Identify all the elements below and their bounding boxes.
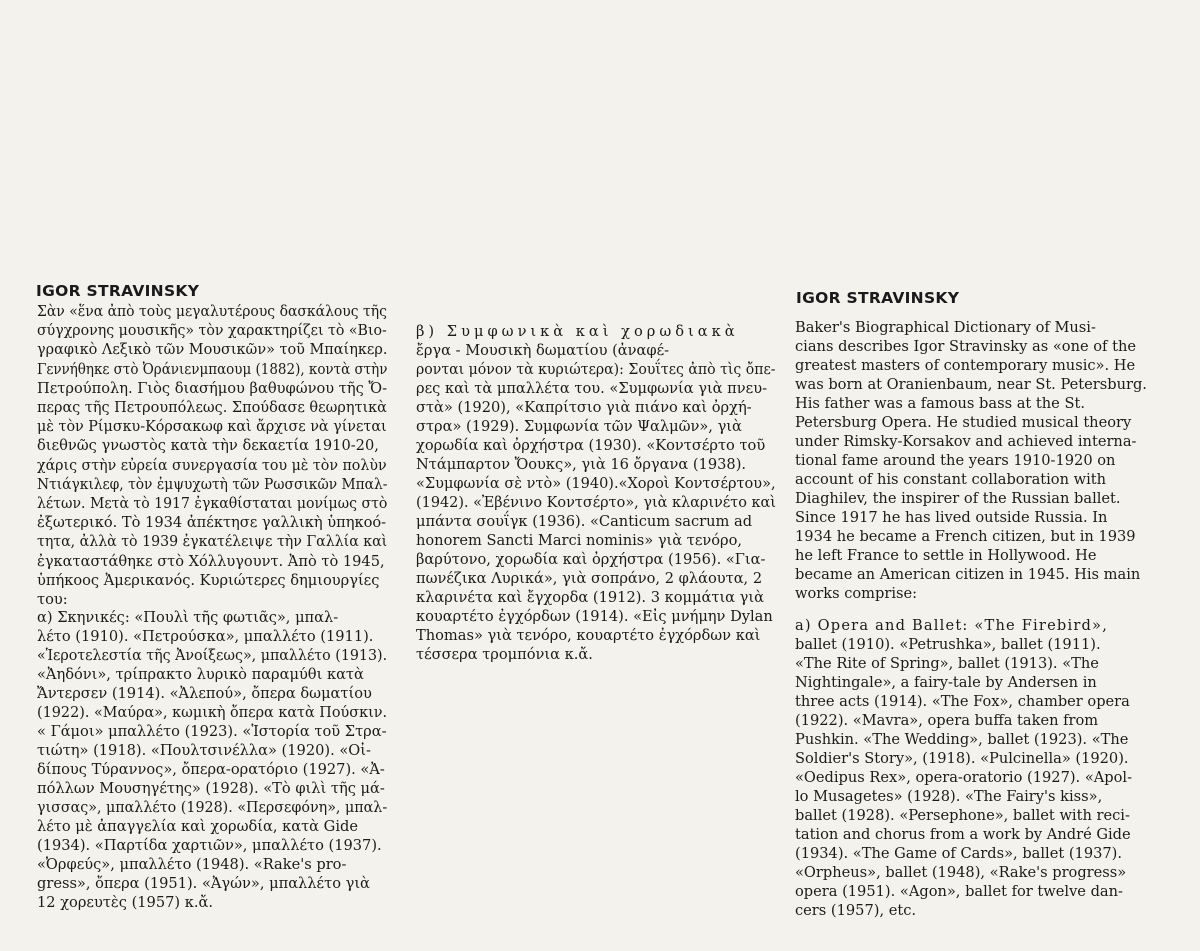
left-line: τιώτη» (1918). «Πουλτσινέλλα» (1920). «Οἰ- (37, 742, 371, 759)
right-line: His father was a famous bass at the St. (795, 395, 1085, 412)
right-line: a) Opera and Ballet: «The Firebird», (795, 617, 1109, 634)
left-line: περας τῆς Πετρουπόλεως. Σπούδασε θεωρητικὰ (37, 399, 387, 416)
right-line: account of his constant collaboration with (795, 471, 1107, 488)
middle-line: πωνέζικα Λυρικά», γιὰ σοπράνο, 2 φλάουτα, 2 (416, 570, 763, 587)
right-line: (1922). «Mavra», opera buffa taken from (795, 712, 1099, 729)
left-line: « Γάμοι» μπαλλέτο (1923). «Ἱστορία τοῦ Στρα- (37, 723, 387, 740)
left-line: (1934). «Παρτίδα χαρτιῶν», μπαλλέτο (1937). (37, 837, 382, 854)
right-line: he left France to settle in Hollywood. He (795, 547, 1097, 564)
left-line: πόλλων Μουσηγέτης» (1928). «Τὸ φιλὶ τῆς μά- (37, 780, 385, 797)
left-line: τητα, ἀλλὰ τὸ 1939 ἐγκατέλειψε τὴν Γαλλία καὶ (37, 533, 388, 550)
middle-line: ρες καὶ τὰ μπαλλέτα του. «Συμφωνία γιὰ πνευ- (416, 380, 767, 397)
right-line: lo Musagetes» (1928). «The Fairy's kiss», (795, 788, 1103, 805)
middle-line: μπάντα σουΐγκ (1936). «Canticum sacrum ad (416, 513, 753, 530)
right-line: (1934). «The Game of Cards», ballet (1937). (795, 845, 1123, 862)
middle-line: κλαρινέτα καὶ ἔγχορδα (1912). 3 κομμάτια γιὰ (416, 589, 764, 606)
right-line: Baker's Biographical Dictionary of Musi- (795, 319, 1096, 336)
right-line: cers (1957), etc. (795, 902, 917, 919)
left-line: λέτο μὲ ἀπαγγελία καὶ χορωδία, κατὰ Gide (37, 818, 358, 835)
left-line: λέτων. Μετὰ τὸ 1917 ἐγκαθίσταται μονίμως στὸ (37, 495, 388, 512)
left-line: του: (37, 591, 68, 608)
middle-line: Thomas» γιὰ τενόρο, κουαρτέτο ἐγχόρδων καὶ (416, 627, 761, 644)
right-line: Diaghilev, the inspirer of the Russian ballet. (795, 490, 1121, 507)
middle-line: (1942). «Ἐβένινο Κοντσέρτο», γιὰ κλαρινέτο καὶ (416, 494, 776, 511)
left-line: Ντιάγκιλεφ, τὸν ἐμψυχωτὴ τῶν Ρωσσικῶν Μπαλ- (37, 476, 388, 493)
right-line: cians describes Igor Stravinsky as «one of the (795, 338, 1136, 355)
left-line: δίπους Τύραννος», ὄπερα-ορατόριο (1927). «Ἀ- (37, 761, 385, 778)
right-line: under Rimsky-Korsakov and achieved interna- (795, 433, 1137, 450)
left-line: Πετρούπολη. Γιὸς διασήμου βαθυφώνου τῆς Ὄ- (37, 380, 388, 397)
right-line: «Orpheus», ballet (1948), «Rake's progress» (795, 864, 1127, 881)
right-line: works comprise: (795, 585, 918, 602)
right-line: «The Rite of Spring», ballet (1913). «The (795, 655, 1099, 672)
right-line: became an American citizen in 1945. His main (795, 566, 1141, 583)
right-line: tation and chorus from a work by André Gide (795, 826, 1131, 843)
left-line: σύγχρονης μουσικῆς» τὸν χαρακτηρίζει τὸ «Βιο- (37, 322, 387, 339)
right-line: Petersburg Opera. He studied musical theory (795, 414, 1132, 431)
right-line: ballet (1928). «Persephone», ballet with reci- (795, 807, 1130, 824)
right-line: Soldier's Story», (1918). «Pulcinella» (1920). (795, 750, 1129, 767)
left-line: gress», ὄπερα (1951). «Ἀγών», μπαλλέτο γιὰ (37, 875, 370, 892)
middle-line: κουαρτέτο ἐγχόρδων (1914). «Εἰς μνήμην Dylan (416, 608, 773, 625)
right-line: 1934 he became a French citizen, but in 1939 (795, 528, 1136, 545)
right-line: was born at Oranienbaum, near St. Petersburg. (795, 376, 1147, 393)
left-line: «Ὀρφεύς», μπαλλέτο (1948). «Rake's pro- (37, 856, 347, 873)
left-heading: IGOR STRAVINSKY (36, 282, 200, 300)
left-line: διεθνῶς γνωστὸς κατὰ τὴν δεκαετία 1910-20, (37, 437, 379, 454)
middle-line: στρα» (1929). Συμφωνία τῶν Ψαλμῶν», γιὰ (416, 418, 742, 435)
right-line: Since 1917 he has lived outside Russia. In (795, 509, 1108, 526)
left-column-text (37, 0, 387, 951)
left-line: (1922). «Μαύρα», κωμικὴ ὄπερα κατὰ Πούσκιν. (37, 704, 388, 721)
left-line: ἐξωτερικό. Τὸ 1934 ἀπέκτησε γαλλικὴ ὑπηκοό- (37, 514, 387, 531)
left-line: μὲ τὸν Ρίμσκυ-Κόρσακωφ καὶ ἄρχισε νὰ γίνεται (37, 418, 387, 435)
middle-line: Ντάμπαρτον Ὄουκς», γιὰ 16 ὄργανα (1938). (416, 456, 747, 473)
left-line: 12 χορευτὲς (1957) κ.ἄ. (37, 894, 213, 911)
middle-line: honorem Sancti Marci nominis» γιὰ τενόρο, (416, 532, 743, 549)
left-line: ἐγκαταστάθηκε στὸ Χόλλυγουντ. Ἀπὸ τὸ 1945, (37, 553, 385, 570)
middle-line: χορωδία καὶ ὀρχήστρα (1930). «Κοντσέρτο τοῦ (416, 437, 766, 454)
left-line: χάρις στὴν εὐρεία συνεργασία του μὲ τὸν πολὺν (37, 457, 387, 474)
left-line: α) Σκηνικές: «Πουλὶ τῆς φωτιᾶς», μπαλ- (37, 609, 339, 626)
middle-line: βαρύτονο, χορωδία καὶ ὀρχήστρα (1956). «Για- (416, 551, 766, 568)
middle-line: στὰ» (1920), «Καπρίτσιο γιὰ πιάνο καὶ ὀρχή- (416, 399, 752, 416)
right-line: Pushkin. «The Wedding», ballet (1923). «The (795, 731, 1129, 748)
middle-line: β) Συμφωνικὰ καὶ χορωδιακὰ (416, 323, 739, 340)
left-line: γισσας», μπαλλέτο (1928). «Περσεφόνη», μπαλ- (37, 799, 388, 816)
right-line: Nightingale», a fairy-tale by Andersen in (795, 674, 1097, 691)
left-line: λέτο (1910). «Πετρούσκα», μπαλλέτο (1911). (37, 628, 374, 645)
right-line: ballet (1910). «Petrushka», ballet (1911). (795, 636, 1101, 653)
right-line: «Oedipus Rex», opera-oratorio (1927). «Apol- (795, 769, 1133, 786)
middle-line: τέσσερα τρομπόνια κ.ἄ. (416, 646, 593, 663)
left-line: «Ἀηδόνι», τρίπρακτο λυρικὸ παραμύθι κατὰ (37, 666, 364, 683)
middle-line: ἔργα - Μουσικὴ δωματίου (ἀναφέ- (416, 342, 670, 359)
right-line: opera (1951). «Agon», ballet for twelve dan- (795, 883, 1123, 900)
left-line: Ἄντερσεν (1914). «Ἀλεπού», ὄπερα δωματίου (37, 685, 372, 702)
right-line: tional fame around the years 1910-1920 on (795, 452, 1116, 469)
left-line: ὑπήκοος Ἀμερικανός. Κυριώτερες δημιουργίες (37, 572, 380, 589)
right-heading: IGOR STRAVINSKY (796, 289, 960, 307)
right-column-text (795, 0, 1155, 951)
middle-line: ρονται μόνον τὰ κυριώτερα): Σουΐτες ἀπὸ τὶς ὄπε- (416, 361, 776, 378)
middle-column-text (416, 0, 776, 951)
left-line: «Ἱεροτελεστία τῆς Ἀνοίξεως», μπαλλέτο (1913). (37, 647, 388, 664)
left-line: γραφικὸ Λεξικὸ τῶν Μουσικῶν» τοῦ Μπαίηκερ. (37, 341, 388, 358)
left-line: Σὰν «ἕνα ἀπὸ τοὺς μεγαλυτέρους δασκάλους τῆς (37, 303, 387, 320)
left-line: Γεννήθηκε στὸ Ὀράνιενμπαουμ (1882), κοντὰ στὴν (37, 361, 388, 378)
right-line: greatest masters of contemporary music». He (795, 357, 1136, 374)
middle-line: «Συμφωνία σὲ ντὸ» (1940).«Χοροὶ Κοντσέρτου», (416, 475, 776, 492)
right-line: three acts (1914). «The Fox», chamber opera (795, 693, 1130, 710)
